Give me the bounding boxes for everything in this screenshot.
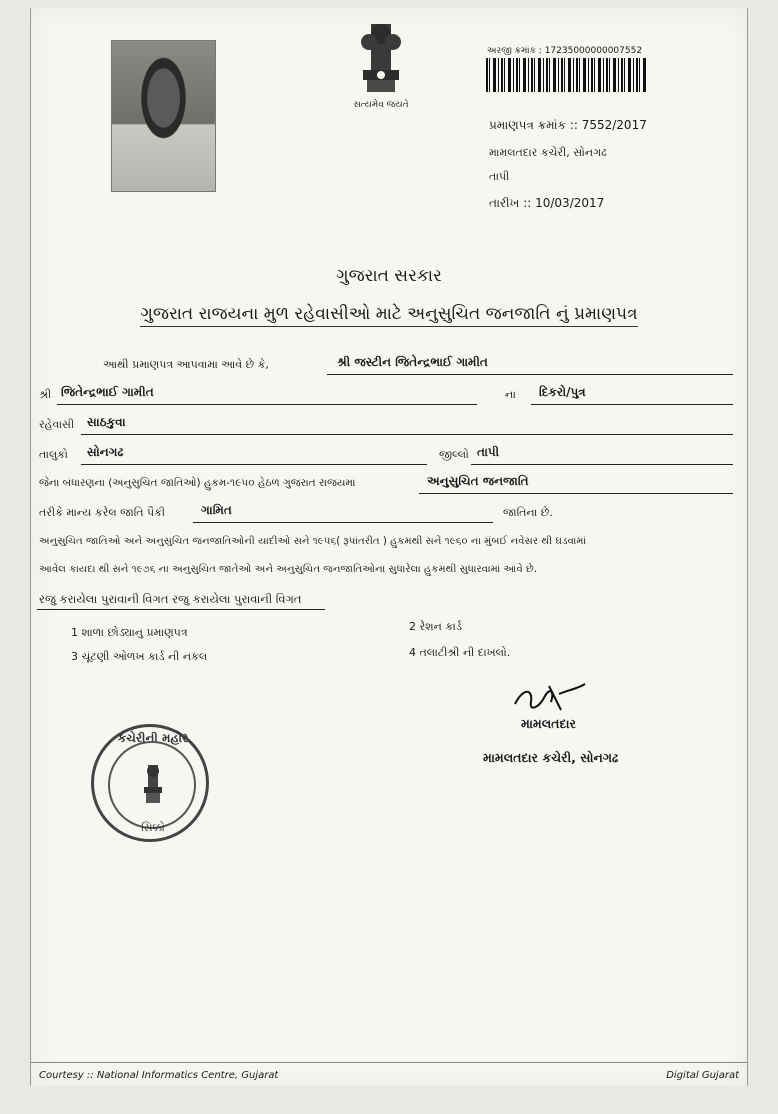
government-heading: ગુજરાત સરકાર — [336, 266, 442, 286]
seal-top-text: કચેરીની મહોર — [117, 731, 189, 745]
category-line — [419, 493, 733, 494]
district-line — [471, 464, 733, 465]
evidence-item-1: 1 શાળા છોડ્યાનુ પ્રમાણપત્ર — [71, 626, 188, 639]
constitution-label: જેના બંધારણના (અનુસુચિત જાતિઓ) હુકમ-૧૯૫૦ હેઠળ ગુજરાત રાજયમાં — [39, 477, 356, 489]
certificate-page — [30, 8, 748, 1086]
signatory-office: મામલતદાર કચેરી, સોનગઢ — [483, 750, 619, 765]
header-office: મામલતદાર કચેરી, સોનગઢ — [489, 146, 607, 159]
emblem-motto: સત્યમેવ જયતે — [353, 100, 409, 110]
seal-bottom-text: સિક્કો — [141, 821, 165, 834]
application-number: અરજી ક્રમાંક : 17235000000007552 — [487, 46, 643, 56]
residence: સાઠકુવા — [87, 415, 126, 429]
parent-name: જિતેન્દ્રભાઈ ગામીત — [61, 385, 154, 399]
footer-digital-gujarat: Digital Gujarat — [666, 1070, 739, 1081]
certificate-date: તારીખ :: 10/03/2017 — [489, 196, 605, 210]
relation-line — [531, 404, 733, 405]
signatory-designation: મામલતદાર — [521, 716, 576, 731]
na-label: ના — [505, 388, 516, 401]
footer-divider — [31, 1062, 747, 1063]
evidence-item-3: 3 ચૂંટણી ઓળખ કાર્ડ ની નકલ — [71, 650, 208, 663]
certificate-title-text: ગુજરાત રાજયના મુળ રહેવાસીઓ માટે અનુસુચિત જનજાતિ નું પ્રમાણપત્ર — [140, 304, 637, 327]
district: તાપી — [477, 445, 500, 459]
caste-suffix: જાતિના છે. — [503, 506, 553, 519]
header-district: તાપી — [489, 170, 510, 183]
taluka: સોનગઢ — [87, 445, 124, 459]
intro-label: આથી પ્રમાણપત્ર આપવામા આવે છે કે, — [103, 358, 269, 371]
residence-label: રહેવાસી — [39, 418, 75, 431]
seal-emblem-icon — [138, 763, 168, 807]
footer-courtesy: Courtesy :: National Informatics Centre, Gujarat — [39, 1070, 279, 1081]
applicant-name-line — [327, 374, 733, 375]
taluka-label: તાલુકો — [39, 448, 68, 461]
applicant-name: શ્રી જસ્ટીન જિતેન્દ્રભાઈ ગામીત — [337, 355, 488, 369]
signature-icon — [509, 680, 589, 716]
certificate-number: પ્રમાણપત્ર ક્રમાંક :: 7552/2017 — [489, 118, 647, 132]
applicant-photo — [111, 40, 216, 192]
shri-label: શ્રી — [39, 388, 52, 401]
certificate-title — [31, 304, 747, 324]
evidence-item-2: 2 રેશન કાર્ડ — [409, 620, 462, 633]
office-seal — [91, 724, 209, 842]
evidence-heading-line — [37, 609, 325, 610]
caste-line — [193, 522, 493, 523]
paragraph-line-1: અનુસુચિત જાતિઓ અને અનુસુચિત જનજાતિઓની યાદીઓ સને ૧૯૫૬( રૂપાંતરીત ) હુકમથી સને ૧૯૬૦ ના મુંબઈ નવેસર થી ઘડવામાં — [39, 536, 587, 547]
recognized-label: તરીકે માન્ય કરેલ જાતિ પૈકી — [39, 506, 166, 519]
paragraph-line-2: આવેલ કાયદા થી સને ૧૯૭૬ ના અનુસુચિત જાતેઓ અને અનુસુચિત જનજાતિઓના સુધારેલા હુકમથી સુધારવામાં આવે છે. — [39, 564, 538, 575]
barcode — [486, 58, 646, 92]
caste: ગામિત — [201, 503, 232, 517]
evidence-heading: રજુ કરાયેલા પુરાવાની વિગત રજુ કરાયેલા પુરાવાની વિગત — [39, 592, 302, 606]
taluka-line — [81, 464, 427, 465]
parent-name-line — [57, 404, 477, 405]
district-label: જીલ્લો — [439, 448, 469, 461]
category: અનુસુચિત જનજાતિ — [427, 474, 529, 488]
residence-line — [81, 434, 733, 435]
evidence-item-4: 4 તલાટીશ્રી ની દાખલો. — [409, 646, 511, 659]
relation: દિકરો/પુત્ર — [539, 385, 586, 399]
